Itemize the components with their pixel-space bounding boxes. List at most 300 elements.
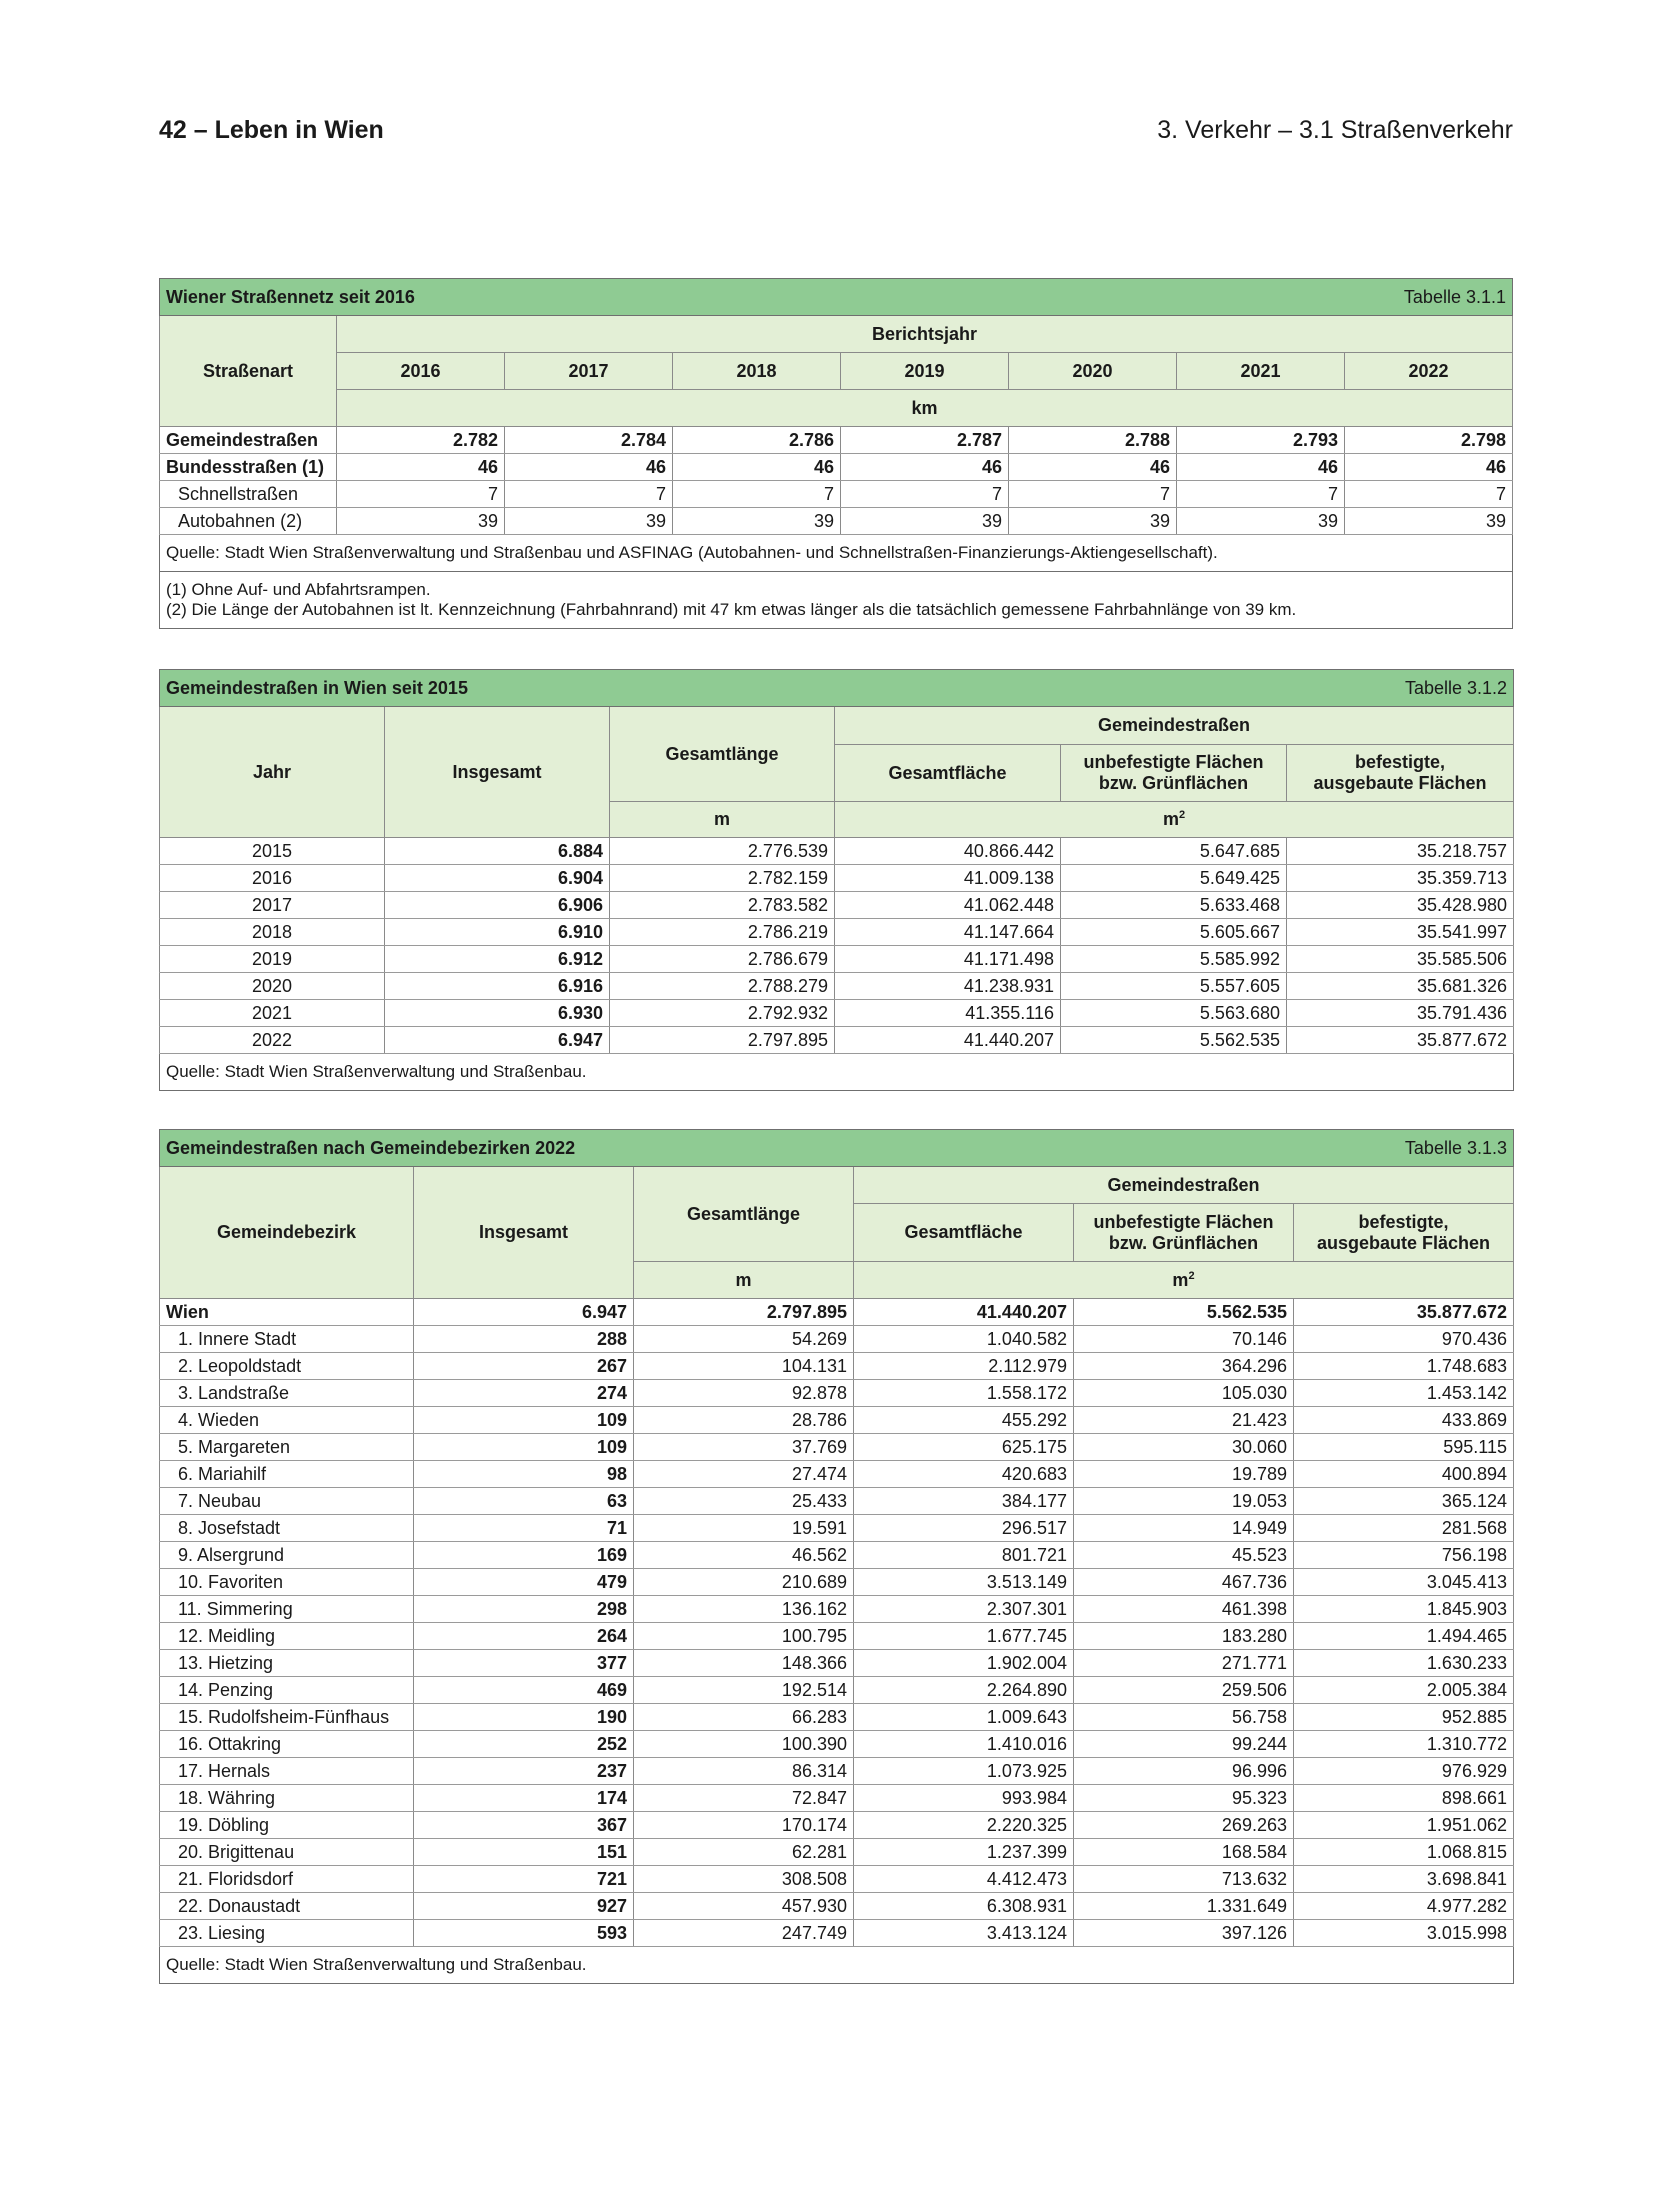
table-row (160, 454, 1513, 481)
cell-area: 993.984 (854, 1785, 1074, 1812)
cell-name: Wien (160, 1299, 414, 1326)
cell-value: 39 (673, 508, 841, 535)
cell-length: 2.786.219 (610, 919, 835, 946)
cell-paved: 35.359.713 (1287, 865, 1514, 892)
page-header (159, 112, 1513, 148)
table-row (160, 481, 1513, 508)
cell-total: 109 (414, 1434, 634, 1461)
col-header-insgesamt: Insgesamt (414, 1167, 634, 1299)
cell-unpaved: 5.647.685 (1061, 838, 1287, 865)
table-row (160, 508, 1513, 535)
cell-district: 21. Floridsdorf (160, 1866, 414, 1893)
table-row-total (160, 1299, 1514, 1326)
t2-body (160, 838, 1514, 1054)
unit-m2 (854, 1262, 1514, 1299)
cell-paved: 1.748.683 (1294, 1353, 1514, 1380)
cell-value: 46 (1177, 454, 1345, 481)
table-row (160, 1596, 1514, 1623)
unit-m2-base: m (1172, 1269, 1189, 1290)
cell-length: 104.131 (634, 1353, 854, 1380)
t1-body (160, 427, 1513, 535)
cell-unpaved: 271.771 (1074, 1650, 1294, 1677)
cell-district: 12. Meidling (160, 1623, 414, 1650)
cell-area: 2.307.301 (854, 1596, 1074, 1623)
cell-length: 308.508 (634, 1866, 854, 1893)
cell-length: 62.281 (634, 1839, 854, 1866)
cell-district: 1. Innere Stadt (160, 1326, 414, 1353)
col-header-gesamtlaenge: Gesamtlänge (634, 1167, 854, 1262)
cell-length: 100.795 (634, 1623, 854, 1650)
cell-length: 148.366 (634, 1650, 854, 1677)
cell-paved: 1.453.142 (1294, 1380, 1514, 1407)
cell-paved: 35.585.506 (1287, 946, 1514, 973)
table-row (160, 1542, 1514, 1569)
year-header-row (160, 353, 1513, 390)
table-row (160, 1488, 1514, 1515)
col-header-befestigt (1294, 1204, 1514, 1262)
col-header-befestigt (1287, 745, 1514, 802)
cell-value: 2.786 (673, 427, 841, 454)
cell-value: 39 (1345, 508, 1513, 535)
cell-district: 19. Döbling (160, 1812, 414, 1839)
cell-unpaved: 5.562.535 (1074, 1299, 1294, 1326)
cell-total: 377 (414, 1650, 634, 1677)
cell-area: 41.009.138 (835, 865, 1061, 892)
cell-area: 3.413.124 (854, 1920, 1074, 1947)
cell-length: 457.930 (634, 1893, 854, 1920)
cell-unpaved: 21.423 (1074, 1407, 1294, 1434)
cell-length: 72.847 (634, 1785, 854, 1812)
table-row (160, 1866, 1514, 1893)
cell-district: 15. Rudolfsheim-Fünfhaus (160, 1704, 414, 1731)
cell-district: 17. Hernals (160, 1758, 414, 1785)
cell-paved: 970.436 (1294, 1326, 1514, 1353)
cell-paved: 4.977.282 (1294, 1893, 1514, 1920)
table-notes (160, 572, 1513, 629)
table-title-bar (160, 279, 1513, 316)
cell-unpaved: 19.053 (1074, 1488, 1294, 1515)
cell-total: 479 (414, 1569, 634, 1596)
cell-total: 469 (414, 1677, 634, 1704)
cell-total: 6.884 (385, 838, 610, 865)
cell-paved: 3.698.841 (1294, 1866, 1514, 1893)
table-3-1-1 (159, 278, 1513, 629)
cell-value: 2.798 (1345, 427, 1513, 454)
page-header-right: 3. Verkehr – 3.1 Straßenverkehr (1157, 115, 1513, 144)
table-row (160, 1326, 1514, 1353)
cell-district: 9. Alsergrund (160, 1542, 414, 1569)
unit-m2 (835, 802, 1514, 838)
cell-year: 2019 (160, 946, 385, 973)
cell-year: 2020 (160, 973, 385, 1000)
table-row (160, 1758, 1514, 1785)
col-header-gesamtflaeche: Gesamtfläche (854, 1204, 1074, 1262)
col-header-befestigt-line2: ausgebaute Flächen (1313, 773, 1487, 793)
cell-paved: 281.568 (1294, 1515, 1514, 1542)
cell-district: 20. Brigittenau (160, 1839, 414, 1866)
table-row (160, 946, 1514, 973)
cell-value: 46 (1009, 454, 1177, 481)
year-header-2018: 2018 (673, 353, 841, 390)
col-header-befestigt-line1: befestigte, (1355, 752, 1446, 772)
table-title: Gemeindestraßen nach Gemeindebezirken 2022 (166, 1137, 576, 1158)
table-row (160, 892, 1514, 919)
cell-unpaved: 95.323 (1074, 1785, 1294, 1812)
cell-length: 100.390 (634, 1731, 854, 1758)
cell-unpaved: 70.146 (1074, 1326, 1294, 1353)
cell-area: 1.040.582 (854, 1326, 1074, 1353)
table-row (160, 1920, 1514, 1947)
col-header-gesamtflaeche: Gesamtfläche (835, 745, 1061, 802)
group-header-gemeindestrassen: Gemeindestraßen (854, 1167, 1514, 1204)
col-header-unbefestigt (1061, 745, 1287, 802)
cell-unpaved: 397.126 (1074, 1920, 1294, 1947)
cell-area: 41.238.931 (835, 973, 1061, 1000)
cell-unpaved: 5.585.992 (1061, 946, 1287, 973)
cell-area: 1.009.643 (854, 1704, 1074, 1731)
cell-length: 2.792.932 (610, 1000, 835, 1027)
cell-length: 92.878 (634, 1380, 854, 1407)
cell-district: 3. Landstraße (160, 1380, 414, 1407)
cell-total: 721 (414, 1866, 634, 1893)
cell-value: 39 (337, 508, 505, 535)
cell-area: 1.677.745 (854, 1623, 1074, 1650)
cell-paved: 35.791.436 (1287, 1000, 1514, 1027)
unit-m2-base: m (1162, 809, 1179, 829)
cell-district: 10. Favoriten (160, 1569, 414, 1596)
col-header-gemeindebezirk: Gemeindebezirk (160, 1167, 414, 1299)
cell-value: 7 (505, 481, 673, 508)
note-1: (1) Ohne Auf- und Abfahrtsrampen. (166, 580, 431, 599)
cell-value: 2.784 (505, 427, 673, 454)
cell-value: 7 (673, 481, 841, 508)
cell-paved: 433.869 (1294, 1407, 1514, 1434)
unit-header: km (337, 390, 1513, 427)
cell-length: 19.591 (634, 1515, 854, 1542)
table-title-bar (160, 670, 1514, 707)
cell-district: 11. Simmering (160, 1596, 414, 1623)
table-source: Quelle: Stadt Wien Straßenverwaltung und Straßenbau und ASFINAG (Autobahnen- und Schnellstraßen-Finanzierungs-Aktiengesellschaft). (160, 535, 1513, 572)
cell-area: 801.721 (854, 1542, 1074, 1569)
cell-total: 267 (414, 1353, 634, 1380)
cell-paved: 400.894 (1294, 1461, 1514, 1488)
row-label: Bundesstraßen (1) (160, 454, 337, 481)
cell-district: 5. Margareten (160, 1434, 414, 1461)
page-header-left: 42 – Leben in Wien (159, 115, 384, 144)
cell-district: 4. Wieden (160, 1407, 414, 1434)
col-header-befestigt-line2: ausgebaute Flächen (1316, 1232, 1491, 1253)
cell-total: 6.906 (385, 892, 610, 919)
col-header-unbefestigt (1074, 1204, 1294, 1262)
cell-paved: 35.218.757 (1287, 838, 1514, 865)
cell-district: 23. Liesing (160, 1920, 414, 1947)
cell-length: 28.786 (634, 1407, 854, 1434)
cell-area: 296.517 (854, 1515, 1074, 1542)
cell-total: 98 (414, 1461, 634, 1488)
cell-total: 6.947 (414, 1299, 634, 1326)
cell-length: 2.797.895 (610, 1027, 835, 1054)
cell-total: 71 (414, 1515, 634, 1542)
cell-year: 2018 (160, 919, 385, 946)
table-row (160, 1704, 1514, 1731)
table-row (160, 1380, 1514, 1407)
unit-m2-sup: 2 (1178, 809, 1186, 821)
cell-value: 46 (1345, 454, 1513, 481)
col-header-unbefestigt-line1: unbefestigte Flächen (1093, 1211, 1274, 1232)
cell-total: 6.904 (385, 865, 610, 892)
cell-value: 46 (505, 454, 673, 481)
cell-district: 13. Hietzing (160, 1650, 414, 1677)
cell-unpaved: 45.523 (1074, 1542, 1294, 1569)
cell-total: 274 (414, 1380, 634, 1407)
cell-paved: 1.068.815 (1294, 1839, 1514, 1866)
cell-total: 109 (414, 1407, 634, 1434)
cell-value: 2.782 (337, 427, 505, 454)
unit-m2-sup: 2 (1188, 1269, 1195, 1282)
cell-unpaved: 19.789 (1074, 1461, 1294, 1488)
cell-area: 1.237.399 (854, 1839, 1074, 1866)
cell-year: 2022 (160, 1027, 385, 1054)
cell-area: 41.171.498 (835, 946, 1061, 973)
cell-unpaved: 14.949 (1074, 1515, 1294, 1542)
cell-length: 86.314 (634, 1758, 854, 1785)
table-title-bar (160, 1130, 1514, 1167)
table-source: Quelle: Stadt Wien Straßenverwaltung und Straßenbau. (160, 1947, 1514, 1984)
cell-total: 151 (414, 1839, 634, 1866)
cell-length: 2.782.159 (610, 865, 835, 892)
unit-m: m (634, 1262, 854, 1299)
cell-length: 66.283 (634, 1704, 854, 1731)
cell-value: 39 (1009, 508, 1177, 535)
row-label: Autobahnen (2) (160, 508, 337, 535)
cell-length: 2.786.679 (610, 946, 835, 973)
cell-value: 39 (1177, 508, 1345, 535)
cell-length: 247.749 (634, 1920, 854, 1947)
cell-district: 14. Penzing (160, 1677, 414, 1704)
table-source: Quelle: Stadt Wien Straßenverwaltung und Straßenbau. (160, 1054, 1514, 1091)
year-header-2021: 2021 (1177, 353, 1345, 390)
cell-district: 22. Donaustadt (160, 1893, 414, 1920)
cell-area: 41.355.116 (835, 1000, 1061, 1027)
cell-area: 1.902.004 (854, 1650, 1074, 1677)
table-row (160, 1027, 1514, 1054)
cell-area: 1.410.016 (854, 1731, 1074, 1758)
table-title: Wiener Straßennetz seit 2016 (166, 286, 415, 307)
cell-district: 18. Währing (160, 1785, 414, 1812)
cell-unpaved: 105.030 (1074, 1380, 1294, 1407)
note-2: (2) Die Länge der Autobahnen ist lt. Kennzeichnung (Fahrbahnrand) mit 47 km etwas länger als die tatsächlich gemessene Fahrbahnlänge von 39 km. (166, 600, 1297, 619)
cell-paved: 1.845.903 (1294, 1596, 1514, 1623)
table-number: Tabelle 3.1.2 (1404, 677, 1508, 698)
table-row (160, 1650, 1514, 1677)
cell-paved: 1.494.465 (1294, 1623, 1514, 1650)
cell-unpaved: 56.758 (1074, 1704, 1294, 1731)
cell-unpaved: 5.562.535 (1061, 1027, 1287, 1054)
cell-area: 3.513.149 (854, 1569, 1074, 1596)
cell-paved: 976.929 (1294, 1758, 1514, 1785)
cell-unpaved: 30.060 (1074, 1434, 1294, 1461)
cell-unpaved: 467.736 (1074, 1569, 1294, 1596)
cell-length: 2.788.279 (610, 973, 835, 1000)
col-header-unbefestigt-line2: bzw. Grünflächen (1108, 1232, 1259, 1253)
cell-total: 927 (414, 1893, 634, 1920)
cell-length: 54.269 (634, 1326, 854, 1353)
cell-unpaved: 183.280 (1074, 1623, 1294, 1650)
cell-value: 2.787 (841, 427, 1009, 454)
row-label: Gemeindestraßen (160, 427, 337, 454)
cell-value: 7 (1177, 481, 1345, 508)
cell-total: 6.947 (385, 1027, 610, 1054)
cell-value: 46 (337, 454, 505, 481)
cell-paved: 952.885 (1294, 1704, 1514, 1731)
cell-value: 2.788 (1009, 427, 1177, 454)
table-row (160, 1731, 1514, 1758)
cell-total: 190 (414, 1704, 634, 1731)
cell-length: 27.474 (634, 1461, 854, 1488)
cell-unpaved: 5.633.468 (1061, 892, 1287, 919)
cell-district: 2. Leopoldstadt (160, 1353, 414, 1380)
cell-unpaved: 259.506 (1074, 1677, 1294, 1704)
cell-paved: 898.661 (1294, 1785, 1514, 1812)
cell-unpaved: 713.632 (1074, 1866, 1294, 1893)
cell-length: 46.562 (634, 1542, 854, 1569)
table-title: Gemeindestraßen in Wien seit 2015 (166, 677, 468, 698)
cell-paved: 1.630.233 (1294, 1650, 1514, 1677)
cell-value: 7 (1345, 481, 1513, 508)
table-row (160, 1893, 1514, 1920)
cell-total: 6.910 (385, 919, 610, 946)
cell-area: 1.558.172 (854, 1380, 1074, 1407)
cell-area: 41.062.448 (835, 892, 1061, 919)
cell-paved: 1.310.772 (1294, 1731, 1514, 1758)
cell-unpaved: 5.557.605 (1061, 973, 1287, 1000)
group-header-gemeindestrassen: Gemeindestraßen (835, 707, 1514, 745)
cell-district: 7. Neubau (160, 1488, 414, 1515)
cell-area: 40.866.442 (835, 838, 1061, 865)
cell-area: 4.412.473 (854, 1866, 1074, 1893)
table-street-network (159, 278, 1513, 629)
cell-paved: 35.877.672 (1287, 1027, 1514, 1054)
cell-length: 2.797.895 (634, 1299, 854, 1326)
table-row (160, 919, 1514, 946)
table-row (160, 1569, 1514, 1596)
cell-total: 169 (414, 1542, 634, 1569)
cell-length: 2.776.539 (610, 838, 835, 865)
year-header-2020: 2020 (1009, 353, 1177, 390)
cell-total: 174 (414, 1785, 634, 1812)
cell-value: 39 (505, 508, 673, 535)
cell-area: 2.112.979 (854, 1353, 1074, 1380)
cell-unpaved: 5.605.667 (1061, 919, 1287, 946)
cell-length: 170.174 (634, 1812, 854, 1839)
cell-paved: 35.877.672 (1294, 1299, 1514, 1326)
table-row (160, 1812, 1514, 1839)
col-header-befestigt-line1: befestigte, (1358, 1211, 1449, 1232)
cell-total: 252 (414, 1731, 634, 1758)
cell-value: 2.793 (1177, 427, 1345, 454)
t3-body (160, 1299, 1514, 1947)
cell-total: 264 (414, 1623, 634, 1650)
col-header-unbefestigt-line1: unbefestigte Flächen (1083, 752, 1264, 772)
cell-length: 25.433 (634, 1488, 854, 1515)
table-number: Tabelle 3.1.3 (1404, 1137, 1507, 1158)
cell-paved: 35.681.326 (1287, 973, 1514, 1000)
col-header-jahr: Jahr (160, 707, 385, 838)
cell-value: 46 (673, 454, 841, 481)
table-row (160, 1434, 1514, 1461)
year-header-2016: 2016 (337, 353, 505, 390)
cell-value: 39 (841, 508, 1009, 535)
table-row (160, 1623, 1514, 1650)
cell-paved: 35.428.980 (1287, 892, 1514, 919)
cell-total: 367 (414, 1812, 634, 1839)
table-row (160, 865, 1514, 892)
table-3-1-2 (159, 669, 1513, 1091)
cell-year: 2017 (160, 892, 385, 919)
cell-unpaved: 461.398 (1074, 1596, 1294, 1623)
cell-value: 46 (841, 454, 1009, 481)
table-row (160, 973, 1514, 1000)
cell-area: 455.292 (854, 1407, 1074, 1434)
col-header-unbefestigt-line2: bzw. Grünflächen (1098, 773, 1249, 793)
cell-unpaved: 5.649.425 (1061, 865, 1287, 892)
table-row (160, 1515, 1514, 1542)
row-header-strassenart: Straßenart (160, 316, 337, 427)
cell-area: 2.264.890 (854, 1677, 1074, 1704)
cell-unpaved: 99.244 (1074, 1731, 1294, 1758)
cell-unpaved: 5.563.680 (1061, 1000, 1287, 1027)
table-row (160, 1677, 1514, 1704)
table-row (160, 1785, 1514, 1812)
table-row (160, 1407, 1514, 1434)
table-row (160, 427, 1513, 454)
cell-total: 6.916 (385, 973, 610, 1000)
table-row (160, 1839, 1514, 1866)
cell-unpaved: 168.584 (1074, 1839, 1294, 1866)
cell-total: 593 (414, 1920, 634, 1947)
cell-total: 63 (414, 1488, 634, 1515)
cell-value: 7 (1009, 481, 1177, 508)
cell-district: 16. Ottakring (160, 1731, 414, 1758)
cell-length: 210.689 (634, 1569, 854, 1596)
cell-total: 237 (414, 1758, 634, 1785)
cell-area: 2.220.325 (854, 1812, 1074, 1839)
row-label: Schnellstraßen (160, 481, 337, 508)
cell-area: 1.073.925 (854, 1758, 1074, 1785)
cell-unpaved: 269.263 (1074, 1812, 1294, 1839)
cell-year: 2015 (160, 838, 385, 865)
cell-area: 41.147.664 (835, 919, 1061, 946)
cell-unpaved: 1.331.649 (1074, 1893, 1294, 1920)
cell-paved: 3.045.413 (1294, 1569, 1514, 1596)
table-row (160, 1000, 1514, 1027)
cell-paved: 595.115 (1294, 1434, 1514, 1461)
cell-total: 298 (414, 1596, 634, 1623)
table-row (160, 1353, 1514, 1380)
year-header-2017: 2017 (505, 353, 673, 390)
cell-length: 37.769 (634, 1434, 854, 1461)
col-header-gesamtlaenge: Gesamtlänge (610, 707, 835, 802)
table-row (160, 838, 1514, 865)
cell-length: 2.783.582 (610, 892, 835, 919)
cell-paved: 2.005.384 (1294, 1677, 1514, 1704)
cell-value: 7 (337, 481, 505, 508)
cell-area: 6.308.931 (854, 1893, 1074, 1920)
cell-area: 41.440.207 (835, 1027, 1061, 1054)
cell-paved: 365.124 (1294, 1488, 1514, 1515)
cell-paved: 35.541.997 (1287, 919, 1514, 946)
cell-paved: 1.951.062 (1294, 1812, 1514, 1839)
